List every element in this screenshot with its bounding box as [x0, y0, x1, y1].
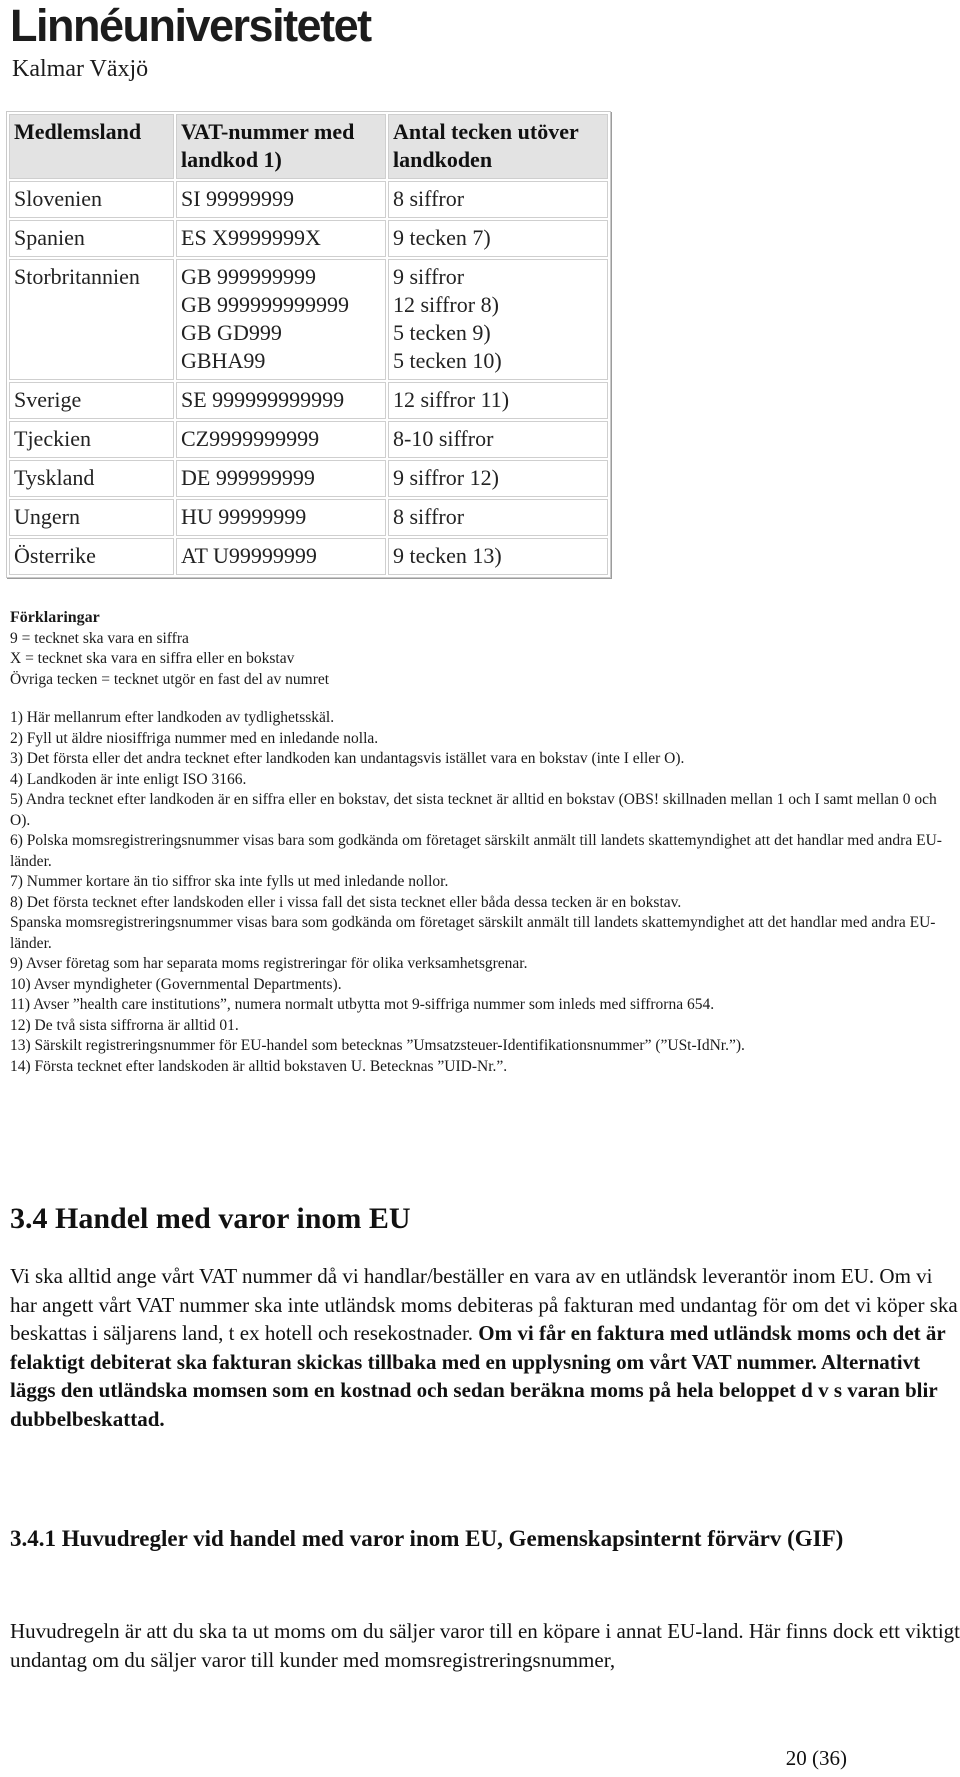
char-count-cell — [388, 382, 608, 419]
char-count-line: 9 tecken 7) — [393, 225, 491, 250]
vat-number-cell — [176, 259, 386, 380]
vat-number-line: DE 999999999 — [181, 465, 315, 490]
footnote: 13) Särskilt registreringsnummer för EU-handel som betecknas ”Umsatzsteuer-Identifikationsnummer” (”USt-IdNr.”). — [10, 1037, 745, 1054]
vat-number-line: GBHA99 — [181, 348, 266, 373]
vat-number-line: GB GD999 — [181, 320, 282, 345]
footnote: 7) Nummer kortare än tio siffror ska inte fylls ut med inledande nollor. — [10, 873, 449, 890]
char-count-line: 8 siffror — [393, 504, 465, 529]
member-state-cell: Ungern — [9, 499, 174, 536]
member-state-cell: Tjeckien — [9, 421, 174, 458]
char-count-line: 5 tecken 10) — [393, 348, 502, 373]
table-row — [9, 538, 608, 575]
subsection-paragraph: Huvudregeln är att du ska ta ut moms om du säljer varor till en köpare i annat EU-land. Här finns dock ett viktigt undantag om du säljer varor till kunder med momsregistreringsnummer, — [10, 1619, 960, 1672]
header-member-state: Medlemsland — [9, 114, 174, 179]
vat-number-cell — [176, 460, 386, 497]
table-header-row — [9, 114, 608, 179]
vat-number-line: GB 999999999 — [181, 264, 317, 289]
table-row — [9, 259, 608, 380]
member-state-cell: Tyskland — [9, 460, 174, 497]
header-char-count: Antal tecken utöver landkoden — [388, 114, 608, 179]
vat-number-cell — [176, 220, 386, 257]
vat-number-cell — [176, 421, 386, 458]
char-count-line: 12 siffror 8) — [393, 292, 499, 317]
university-logo-name: Linnéuniversitetet — [10, 0, 371, 51]
vat-number-line: AT U99999999 — [181, 543, 317, 568]
member-state-cell: Sverige — [9, 382, 174, 419]
footnote: 4) Landkoden är inte enligt ISO 3166. — [10, 770, 247, 788]
table-row — [9, 382, 608, 419]
char-count-cell — [388, 259, 608, 380]
char-count-cell — [388, 499, 608, 536]
explanation-item: Övriga tecken = tecknet utgör en fast del av numret — [10, 670, 330, 688]
footnote: 6) Polska momsregistreringsnummer visas bara som godkända om företaget särskilt anmält till landets skattemyndighet att det handlar med andra EU-länder. — [10, 832, 942, 870]
member-state-cell: Storbritannien — [9, 259, 174, 380]
char-count-line: 8-10 siffror — [393, 426, 494, 451]
char-count-cell — [388, 220, 608, 257]
vat-number-line: ES X9999999X — [181, 225, 321, 250]
section-title: 3.4 Handel med varor inom EU — [10, 1202, 411, 1235]
footnote: 3) Det första eller det andra tecknet efter landkoden kan undantagsvis istället vara en bokstav (inte I eller O). — [10, 750, 685, 767]
vat-number-line: HU 99999999 — [181, 504, 307, 529]
char-count-line: 9 tecken 13) — [393, 543, 502, 568]
table-row — [9, 460, 608, 497]
header-vat-number: VAT-nummer med landkod 1) — [176, 114, 386, 179]
section-paragraph — [10, 1262, 960, 1433]
member-state-cell: Spanien — [9, 220, 174, 257]
explanation-item: 9 = tecknet ska vara en siffra — [10, 629, 189, 647]
footnote: 12) De två sista siffrorna är alltid 01. — [10, 1016, 239, 1034]
char-count-cell — [388, 460, 608, 497]
char-count-line: 9 siffror 12) — [393, 465, 499, 490]
vat-number-cell — [176, 499, 386, 536]
section-paragraph-bold: Om vi får en faktura med utländsk moms och det är felaktigt debiterat ska fakturan skickas tillbaka med en upplysning om vårt VAT nummer. Alternativt läggs den utländska momsen som en kostnad och sedan beräkna moms på hela beloppet d v s varan blir dubbelbeskattad. — [10, 1321, 946, 1431]
footnote: 5) Andra tecknet efter landkoden är en siffra eller en bokstav, det sista tecknet är alltid en bokstav (OBS! skillnaden mellan 1 och I samt mellan 0 och O). — [10, 791, 937, 829]
table-row — [9, 220, 608, 257]
vat-number-cell — [176, 181, 386, 218]
table-row — [9, 499, 608, 536]
explanation-item: X = tecknet ska vara en siffra eller en bokstav — [10, 650, 295, 667]
vat-number-line: GB 999999999999 — [181, 292, 350, 317]
vat-number-cell — [176, 382, 386, 419]
table-row — [9, 421, 608, 458]
footnote: 11) Avser ”health care institutions”, numera normalt utbytta mot 9-siffriga nummer som inleds med siffrorna 654. — [10, 996, 715, 1013]
member-state-cell: Slovenien — [9, 181, 174, 218]
vat-number-cell — [176, 538, 386, 575]
char-count-line: 12 siffror 11) — [393, 387, 510, 412]
char-count-cell — [388, 181, 608, 218]
footnote: 14) Första tecknet efter landskoden är alltid bokstaven U. Betecknas ”UID-Nr.”. — [10, 1057, 508, 1075]
char-count-cell — [388, 538, 608, 575]
footnote: 8) Det första tecknet efter landskoden eller i vissa fall det sista tecknet eller båda dessa tecken är en bokstav. — [10, 893, 682, 911]
footnote: 2) Fyll ut äldre niosiffriga nummer med en inledande nolla. — [10, 729, 379, 747]
char-count-line: 8 siffror — [393, 186, 465, 211]
footnote: Spanska momsregistreringsnummer visas bara som godkända om företaget särskilt anmält till landets skattemyndighet att det handlar med andra EU-länder. — [10, 914, 936, 952]
footnote: 1) Här mellanrum efter landkoden av tydlighetsskäl. — [10, 709, 335, 726]
table-row — [9, 181, 608, 218]
vat-number-line: SE 999999999999 — [181, 387, 345, 412]
member-state-cell: Österrike — [9, 538, 174, 575]
vat-table-body — [9, 181, 608, 575]
explanations-and-footnotes — [10, 608, 955, 1077]
footnote: 9) Avser företag som har separata moms registreringar för olika verksamhetsgrenar. — [10, 955, 528, 972]
footnote: 10) Avser myndigheter (Governmental Departments). — [10, 975, 342, 993]
subsection-title: 3.4.1 Huvudregler vid handel med varor inom EU, Gemenskapsinternt förvärv (GIF) — [10, 1526, 844, 1551]
university-logo-campuses: Kalmar Växjö — [12, 56, 149, 82]
char-count-cell — [388, 421, 608, 458]
vat-number-table — [6, 111, 611, 578]
char-count-line: 9 siffror — [393, 264, 465, 289]
char-count-line: 5 tecken 9) — [393, 320, 491, 345]
vat-number-line: SI 99999999 — [181, 186, 295, 211]
explanations-heading: Förklaringar — [10, 609, 100, 626]
vat-number-line: CZ9999999999 — [181, 426, 320, 451]
page-number: 20 (36) — [785, 1746, 847, 1770]
section-paragraph-normal: Vi ska alltid ange vårt VAT nummer då vi handlar/beställer en vara av en utländsk leverantör inom EU. Om vi har angett vårt VAT nummer ska inte utländsk moms debiteras på fakturan med undantag för om det vi köper ska beskattas i säljarens land, t ex hotell och resekostnader. — [10, 1264, 958, 1345]
